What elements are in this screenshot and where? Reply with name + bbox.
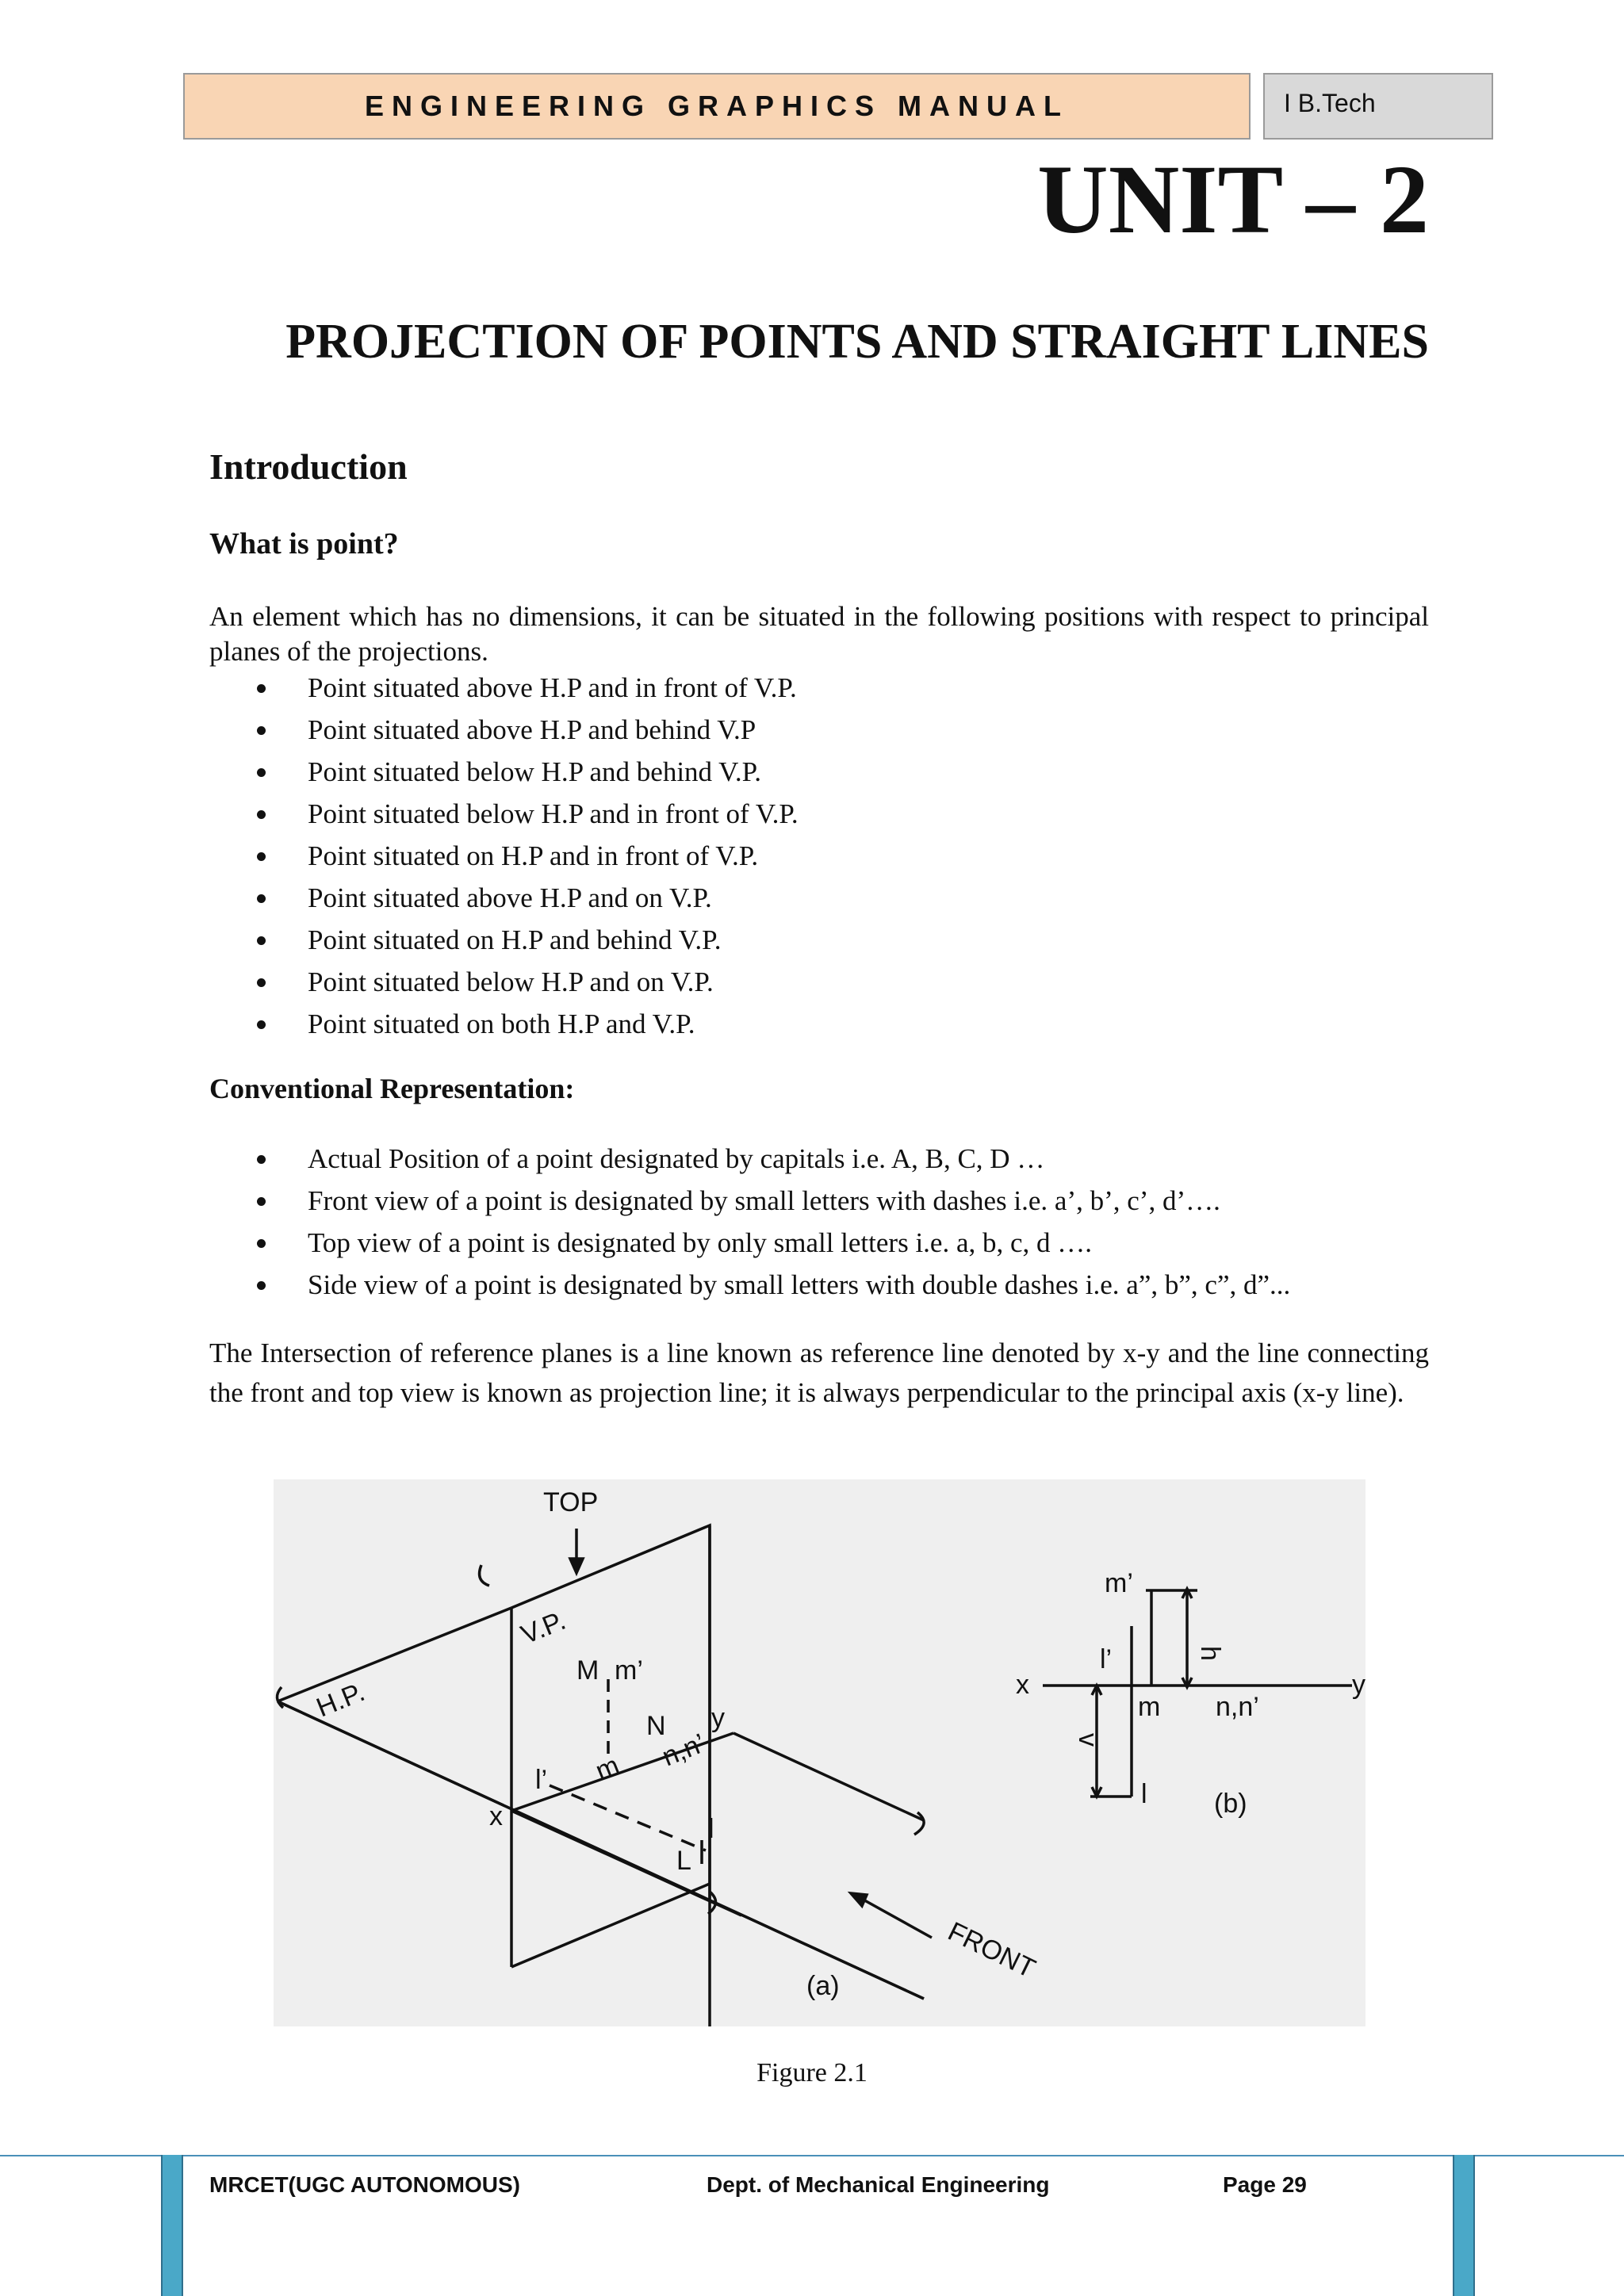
point-definition: An element which has no dimensions, it can be situated in the following positions with respect to principal planes of the projections. xyxy=(209,601,1429,667)
label-b-nn: n,n’ xyxy=(1216,1692,1259,1722)
list-item: Point situated on both H.P and V.P. xyxy=(209,1007,1431,1049)
projector-l xyxy=(550,1785,706,1850)
list-item: Point situated below H.P and on V.P. xyxy=(209,965,1431,1007)
label-m-dash: m’ xyxy=(615,1655,643,1686)
top-arrow-head xyxy=(570,1559,583,1573)
label-x: x xyxy=(489,1801,503,1831)
label-b-m: m xyxy=(1138,1692,1161,1722)
label-b-y: y xyxy=(1352,1670,1365,1700)
hp-plane-near-edge xyxy=(511,1811,741,1915)
figure-projection-diagram xyxy=(274,1479,1365,2026)
what-is-point-heading: What is point? xyxy=(209,527,399,561)
footer-right-bar xyxy=(1453,2155,1475,2296)
list-item: Point situated on H.P and in front of V.P. xyxy=(209,839,1431,881)
label-b-l-dash: l’ xyxy=(1100,1644,1113,1674)
hp-plane-front-edge xyxy=(733,1733,924,1820)
label-M: M xyxy=(576,1655,599,1686)
conventions-list xyxy=(209,1142,1431,1310)
label-part-a: (a) xyxy=(806,1971,840,2001)
label-vp: V.P. xyxy=(516,1605,570,1651)
list-item: Side view of a point is designated by small letters with double dashes i.e. a”, b”, c”, d”... xyxy=(209,1268,1431,1310)
list-item: Point situated below H.P and in front of V.P. xyxy=(209,797,1431,839)
label-b-m-dash: m’ xyxy=(1105,1568,1133,1598)
label-part-b: (b) xyxy=(1214,1789,1247,1819)
label-hp: H.P. xyxy=(312,1677,370,1724)
introduction-heading: Introduction xyxy=(209,446,408,487)
point-positions-list xyxy=(209,671,1431,1049)
course-tag: I B.Tech xyxy=(1263,73,1493,140)
label-top: TOP xyxy=(543,1487,599,1517)
list-item: Point situated below H.P and behind V.P. xyxy=(209,755,1431,797)
conventional-representation-heading: Conventional Representation: xyxy=(209,1073,575,1104)
label-b-x: x xyxy=(1016,1670,1029,1700)
label-m: m xyxy=(591,1750,624,1787)
list-item: Top view of a point is designated by only small letters i.e. a, b, c, d …. xyxy=(209,1226,1431,1268)
footer-rule xyxy=(0,2155,1624,2156)
manual-title-banner: ENGINEERING GRAPHICS MANUAL xyxy=(183,73,1251,140)
list-item: Point situated above H.P and behind V.P xyxy=(209,713,1431,755)
projection-diagram-svg xyxy=(274,1479,1365,2026)
list-item: Actual Position of a point designated by capitals i.e. A, B, C, D … xyxy=(209,1142,1431,1184)
label-y: y xyxy=(711,1703,725,1733)
label-N: N xyxy=(646,1711,666,1741)
label-l: l xyxy=(708,1814,714,1844)
label-b-v: v xyxy=(1073,1733,1103,1747)
label-n-ndash: n,n’ xyxy=(657,1728,710,1773)
unit-title: UNIT – 2 xyxy=(1037,145,1429,254)
footer-page-number: Page 29 xyxy=(1223,2172,1307,2197)
list-item: Point situated above H.P and in front of V.P. xyxy=(209,671,1431,713)
list-item: Point situated above H.P and on V.P. xyxy=(209,881,1431,923)
reference-line-paragraph: The Intersection of reference planes is a line known as reference line denoted by x-y and the line connecting the front and top view is known as projection line; it is always perpendicular to the principal axis (x-y line). xyxy=(209,1337,1429,1408)
label-l-dash: l’ xyxy=(535,1765,548,1795)
label-b-l: l xyxy=(1141,1779,1147,1809)
list-item: Front view of a point is designated by small letters with dashes i.e. a’, b’, c’, d’…. xyxy=(209,1184,1431,1226)
label-front: FRONT xyxy=(943,1916,1040,1984)
vp-curl xyxy=(480,1565,489,1586)
footer-department: Dept. of Mechanical Engineering xyxy=(707,2172,1050,2197)
chapter-title: PROJECTION OF POINTS AND STRAIGHT LINES xyxy=(285,315,1429,369)
front-arrow-line xyxy=(860,1898,932,1938)
hp-plane-back-edge xyxy=(278,1608,511,1701)
list-item: Point situated on H.P and behind V.P. xyxy=(209,923,1431,965)
label-b-h: h xyxy=(1195,1646,1225,1661)
figure-caption: Figure 2.1 xyxy=(756,2058,868,2087)
label-L: L xyxy=(676,1846,691,1876)
footer-institution: MRCET(UGC AUTONOMOUS) xyxy=(209,2172,520,2197)
footer-left-bar xyxy=(161,2155,183,2296)
vp-plane-bottom-edge xyxy=(511,1884,710,1967)
